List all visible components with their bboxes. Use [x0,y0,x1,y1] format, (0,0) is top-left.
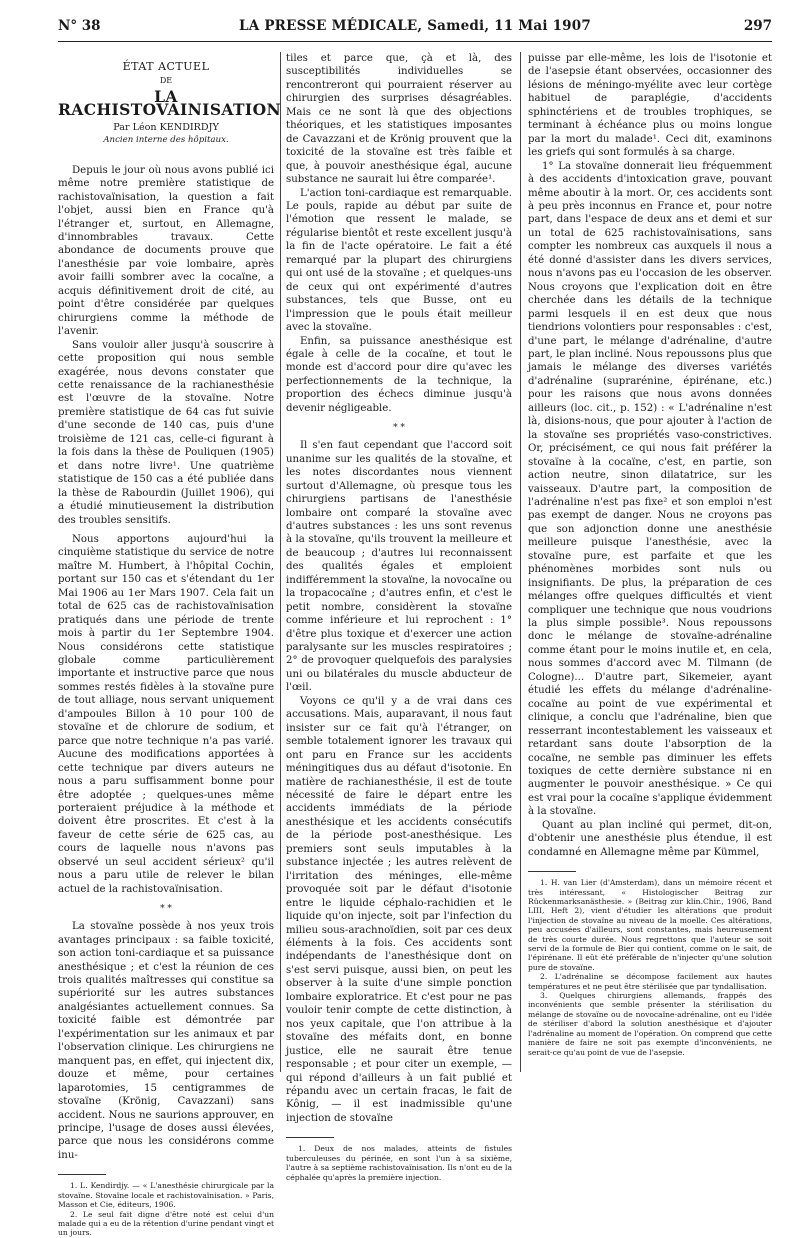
paragraph: Sans vouloir aller jusqu'à souscrire à cette proposition qui nous semble exagérée, nous devons constater que cette renaissance de la rachianesthésie est l'œuvre de la stovaïne. Notre première statistique de 64 cas fut suivie d'une seconde de 140 cas, puis d'une troisième de 121 cas, celle-ci figurant à la fois dans la thèse de Pouliquen (1905) et dans notre livre¹. Une quatrième statistique de 150 cas a été publiée dans la thèse de Rabourdin (Juillet 1906), qui a étudié minutieusement la distribution des troubles sensitifs. [58,339,274,526]
footnote: 2. Le seul fait digne d'être noté est celui d'un malade qui a eu de la rétention d'urine pendant vingt et un jours. [58,1209,275,1238]
paragraph: La stovaïne possède à nos yeux trois avantages principaux : sa faible toxicité, son action toni-cardiaque et sa puissance anesthésique ; et c'est la réunion de ces trois qualités maîtresses qui constitue sa supériorité sur les autres substances analgésiantes actuellement connues. Sa toxicité faible est démontrée par l'expérimentation sur les animaux et par l'observation clinique. Les chirurgiens ne manquent pas, en effet, qui injectent dix, douze et même, pour certaines laparotomies, 15 centigrammes de stovaïne (Krönig, Cavazzani) sans accident. Nous ne saurions approuver, en principe, l'usage de doses aussi élevées, parce que nous les considérons comme inu- [58,921,274,1161]
publication-title: LA PRESSE MÉDICALE, Samedi, 11 Mai 1907 [239,18,591,34]
section-separator: * * [160,904,172,915]
article-kicker: ÉTAT ACTUEL [122,60,210,73]
paragraph: Depuis le jour où nous avons publié ici même notre première statistique de rachistovaïnisation, la question a fait l'objet, aussi bien en France qu'à l'étranger et, surtout, en Allemagne, d'innombrables travaux. Cette abondance de documents prouve que l'anesthésie par voie lombaire, après avoir failli sombrer avec la cocaïne, a acquis définitivement droit de cité, au point d'être considérée par quelques chirurgiens comme la méthode de l'avenir. [58,164,274,338]
paragraph: tiles et parce que, çà et là, des susceptibilités individuelles se rencontreront qui pourraient réserver au chirurgien des surprises désagréables. Mais ce ne sont là que des objections théoriques, et les statistiques imposantes de Cavazzani et de Krönig prouvent que la toxicité de la stovaïne est très faible et que, à pouvoir anesthésique égal, aucune substance ne saurait lui être comparée¹. [286,53,512,186]
paragraph: L'action toni-cardiaque est remarquable. Le pouls, rapide au début par suite de l'émotion que ressent le malade, se régularise bientôt et reste excellent jusqu'à la fin de l'acte opératoire. Le fait a été remarqué par la plupart des chirurgiens qui ont usé de la stovaïne ; et quelques-uns de ceux qui ont expérimenté d'autres substances, tels que Busse, ont eu l'impression que le pouls était meilleur avec la stovaïne. [286,187,512,334]
page-header [58,18,772,38]
header-rule [58,41,772,42]
paragraph: 1° La stovaïne donnerait lieu fréquemment à des accidents d'intoxication grave, pouvant même aboutir à la mort. Or, ces accidents sont à peu près inconnus en France et, pour notre part, dans l'espace de deux ans et demi et sur un total de 625 rachistovaïnisations, sans compter les nombreux cas auxquels il nous a été donné d'assister dans les divers services, nous n'avons pas eu l'occasion de les observer. Nous croyons que l'explication doit en être cherchée dans les détails de la technique parmi lesquels il en est deux que nous tiendrions volontiers pour responsables : c'est, d'une part, le mélange d'adrénaline, d'autre part, le plan incliné. Nous repoussons plus que jamais le mélange des diverses variétés d'adrénaline (suprarénine, épirénane, etc.) pour les raisons que nous avons données ailleurs (loc. cit., p. 152) : « L'adrénaline n'est là, disions-nous, que pour ajouter à l'action de la stovaïne ses propriétés vaso-constrictives. Or, précisément, ce qui nous fait préférer la stovaïne à la cocaïne, c'est, en partie, son action neutre, sinon dilatatrice, sur les vaisseaux. D'autre part, la composition de l'adrénaline n'est pas fixe² et son emploi n'est pas exempt de danger. Nous ne croyons pas que son adjonction donne une anesthésie meilleure puisque l'anesthésie, avec la stovaïne pure, est parfaite et que les phénomènes morbides sont nuls ou insignifiants. De plus, la préparation de ces mélanges offre quelques difficultés et vient compliquer une technique que nous voudrions la plus simple possible³. Nous repoussons donc le mélange de stovaïne-adrénaline comme étant pour le moins inutile et, en cela, nous sommes d'accord avec M. Tilmann (de Cologne)... D'autre part, Sikemeier, ayant étudié les effets du mélange d'adrénaline-cocaïne au point de vue expérimental et clinique, a conclu que l'adrénaline, bien que resserrant incontestablement les vaisseaux et retardant sans doute l'absorption de la cocaïne, ne semble pas diminuer les effets toxiques de cette dernière substance ni en augmenter le pouvoir anesthésique. » Ce qui est vrai pour la cocaïne s'applique évidemment à la stovaïne. [528,160,772,818]
paragraph: Enfin, sa puissance anesthésique est égale à celle de la cocaïne, et tout le monde est d'accord pour dire qu'avec les perfectionnements de la technique, la proportion des échecs diminue jusqu'à devenir négligeable. [286,335,512,414]
footnote-rule [286,1137,334,1138]
footnote: 1. H. van Lier (d'Amsterdam), dans un mémoire récent et très intéressant, « Histologischer Beitrag zur Rückenmarksanästhesie. » (Beitrag zur klin.Chir., 1906, Band LIII, Heft 2), vient d'étudier les altérations que produit l'injection de stovaïne au niveau de la moelle. Ces altérations, peu accusées d'ailleurs, sont constantes, mais heureusement de très courte durée. Nous regrettons que l'auteur se soit servi de la formule de Bier qui contient, comme on le sait, de l'épirénane. Il eût été préférable de n'injecter qu'une solution pure de stovaïne. [528,878,772,972]
footnote-rule [528,871,576,872]
section-separator: * * [393,423,405,434]
footnote: 1. L. Kendirdjy. — « L'anesthésie chirurgicale par la stovaïne. Stovaïne locale et rachistovaïnisation. » Paris, Masson et Cie, éditeurs, 1906. [58,1181,274,1210]
column-2 [286,52,512,1182]
article-author: Par Léon KENDIRDJY [113,121,219,133]
footnote: 1. Deux de nos malades, atteints de fistules tuberculeuses du périnée, en sont l'un à sa sixième, l'autre à sa septième rachistovaïnisation. Ils n'ont eu de la céphalée qu'après la première injection. [286,1144,512,1182]
paragraph: Nous apportons aujourd'hui la cinquième statistique du service de notre maître M. Humbert, à l'hôpital Cochin, portant sur 150 cas et s'étendant du 1er Mai 1906 au 1er Mars 1907. Cela fait un total de 625 cas de rachistovaïnisation pratiqués dans une période de trente mois à partir du 1er Septembre 1904. Nous considérons cette statistique globale comme particulièrement importante et instructive parce que nous sommes restés fidèles à la stovaïne pure de tout alliage, nous servant uniquement d'ampoules Billon à 10 pour 100 de stovaïne et de chlorure de sodium, et parce que notre technique n'a pas varié. Aucune des modifications apportées à cette technique par divers auteurs ne nous a paru suffisamment bonne pour être adoptée ; quelques-unes même porteraient préjudice à la méthode et doivent être proscrites. Et c'est à la faveur de cette série de 625 cas, au cours de laquelle nous n'avons pas observé un seul accident sérieux² qu'il nous a paru utile de relever le bilan actuel de la rachistovaïnisation. [58,533,274,895]
article-title: LA RACHISTOVAINISATION [58,86,282,120]
paragraph: Voyons ce qu'il y a de vrai dans ces accusations. Mais, auparavant, il nous faut insister sur ce fait qu'à l'étranger, on semble totalement ignorer les travaux qui ont paru en France sur les accidents méningitiques dus au défaut d'isotonie. En matière de rachianesthésie, il est de toute nécessité de faire le départ entre les accidents immédiats de la période anesthésique et les accidents consécutifs de la période post-anesthésique. Les premiers sont seuls imputables à la substance injectée ; les autres relèvent de l'irritation des méninges, elle-même provoquée soit par le défaut d'isotonie entre le liquide céphalo-rachidien et le liquide qu'on injecte, soit par l'infection du milieu sous-arachnoïdien, soit par ces deux éléments à la fois. Ces accidents sont indépendants de l'anesthésique dont on s'est servi puisque, aussi bien, on peut les observer à la suite d'une simple ponction lombaire exploratrice. Et c'est pour ne pas vouloir tenir compte de cette distinction, à nos yeux capitale, que l'on attribue à la stovaïne des méfaits dont, en bonne justice, elle ne saurait être tenue responsable ; et pour citer un exemple, — qui répond d'ailleurs à un fait publié et répandu avec un certain fracas, le fait de Kônig, — il est inadmissible qu'une injection de stovaïne [286,695,512,1124]
paragraph: puisse par elle-même, les lois de l'isotonie et de l'asepsie étant observées, occasionner des lésions de méningo-myélite avec leur cortège habituel de paraplégie, d'accidents sphinctériens et de troubles trophiques, se terminant à échéance plus ou moins longue par la mort du malade¹. Ceci dit, examinons les griefs qui sont formulés à sa charge. [528,53,772,159]
column-1 [58,52,282,1238]
footnote: 3. Quelques chirurgiens allemands, frappés des inconvénients que semble présenter la stérilisation du mélange de stovaïne ou de novocaïne-adrénaline, ont eu l'idée de stériliser d'abord la solution anesthésique et d'ajouter l'adrénaline au moment de l'opération. On comprend que cette manière de faire ne soit pas exempte d'inconvénients, ne serait-ce qu'au point de vue de l'asepsie. [528,991,772,1057]
footnote: 2. L'adrénaline se décompose facilement aux hautes températures et ne peut être stérilisée que par tyndallisation. [528,972,772,991]
issue-number: N° 38 [58,18,101,34]
column-divider [280,52,281,1072]
article-kicker-de: DE [159,76,173,86]
paragraph: Quant au plan incliné qui permet, dit-on, d'obtenir une anesthésie plus étendue, il est condamné en Allemagne même par Kümmel, [528,819,772,858]
author-role: Ancien interne des hôpitaux. [103,135,229,146]
footnote-rule [58,1174,106,1175]
column-3 [528,52,772,1057]
column-divider [520,52,521,1072]
page-number: 297 [743,18,772,34]
paragraph: Il s'en faut cependant que l'accord soit unanime sur les qualités de la stovaïne, et les notes discordantes nous viennent surtout d'Allemagne, où presque tous les chirurgiens partisans de l'anesthésie lombaire ont comparé la stovaïne avec d'autres substances : les uns sont revenus à la stovaïne, qu'ils trouvent la meilleure et de beaucoup ; d'autres lui reconnaissent des qualités égales et emploient indifféremment la stovaïne, la novocaïne ou la tropacocaïne ; d'autres enfin, et c'est le petit nombre, considèrent la stovaïne comme inférieure et lui reprochent : 1° d'être plus toxique et d'exercer une action paralysante sur les muscles respiratoires ; 2° de provoquer quelquefois des paralysies uni ou bilatérales du muscle abducteur de l'œil. [286,440,512,694]
